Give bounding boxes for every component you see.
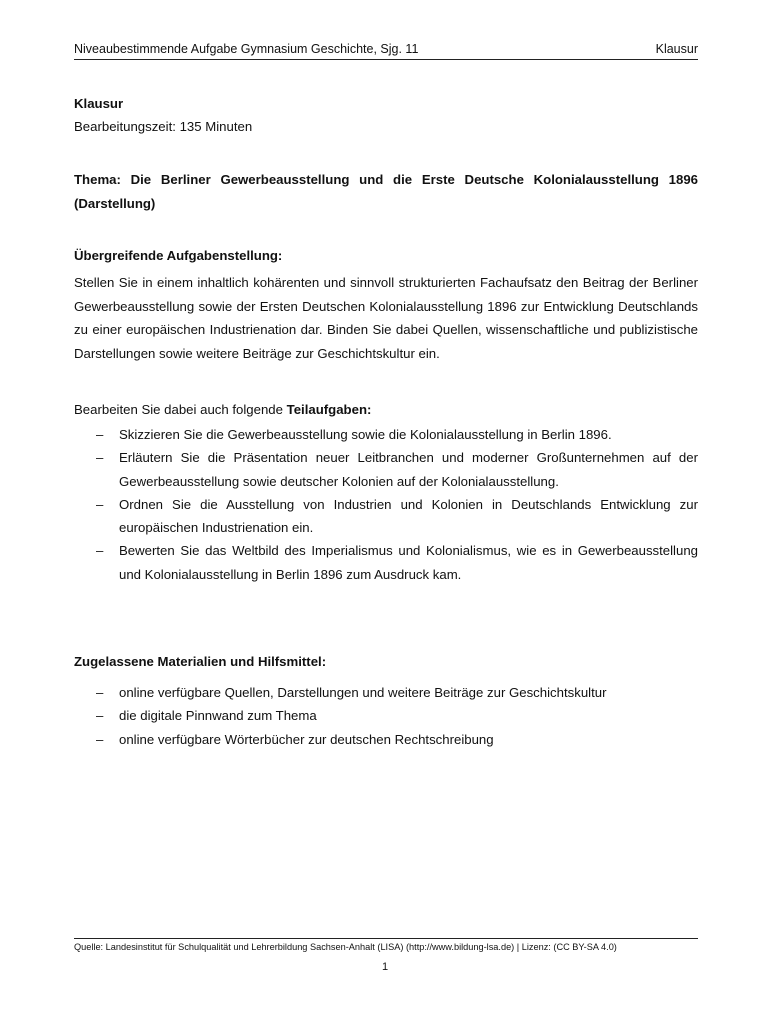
- subtasks-intro: [74, 402, 698, 417]
- dash-bullet: –: [96, 708, 104, 724]
- list-item-text: Bewerten Sie das Weltbild des Imperialismus und Kolonialismus, wie es in Gewerbeausstellung und Kolonialausstellung in Berlin 1896 zum Ausdruck kam.: [119, 543, 698, 582]
- dash-bullet: –: [96, 450, 104, 466]
- page-number: 1: [381, 961, 389, 973]
- overall-task-text: Stellen Sie in einem inhaltlich kohärenten und sinnvoll strukturierten Fachaufsatz den Beitrag der Berliner Gewerbeausstellung sowie der Ersten Deutschen Kolonialausstellung 1896 zur Entwicklung Deutschlands zu einer europäischen Industrienation dar. Binden Sie dabei Quellen, wissenschaftliche und publizistische Darstellungen sowie weitere Beiträge zur Geschichtskultur ein.: [74, 275, 698, 361]
- dash-bullet: –: [96, 427, 104, 442]
- topic-heading: Thema: Die Berliner Gewerbeausstellung und die Erste Deutsche Kolonialausstellung 1896 (Darstellung): [74, 172, 698, 211]
- header-right-text: Klausur: [655, 42, 698, 56]
- list-item: [74, 728, 698, 751]
- materials-heading: Zugelassene Materialien und Hilfsmittel:: [74, 654, 327, 670]
- list-item: [74, 446, 698, 493]
- list-item: [74, 423, 698, 446]
- document-title: Klausur: [74, 96, 124, 111]
- document-body: [74, 96, 698, 751]
- list-item-text: Skizzieren Sie die Gewerbeausstellung sowie die Kolonialausstellung in Berlin 1896.: [119, 427, 612, 442]
- list-item-text: Ordnen Sie die Ausstellung von Industrien und Kolonien in Deutschlands Entwicklung zur europäischen Industrienation ein.: [119, 496, 698, 536]
- list-item-text: online verfügbare Quellen, Darstellungen und weitere Beiträge zur Geschichtskultur: [119, 685, 607, 701]
- subtasks-intro-text: Bearbeiten Sie dabei auch folgende: [74, 402, 283, 417]
- dash-bullet: –: [96, 685, 104, 701]
- list-item: [74, 493, 698, 540]
- dash-bullet: –: [96, 496, 104, 512]
- subtasks-intro-bold: Teilaufgaben:: [286, 402, 372, 417]
- processing-time: Bearbeitungszeit: 135 Minuten: [74, 119, 253, 134]
- footer-source-text: Quelle: Landesinstitut für Schulqualität und Lehrerbildung Sachsen-Anhalt (LISA) (http://www.bildung-lsa.de) | Lizenz: (CC BY-SA 4.0): [74, 942, 617, 952]
- subtasks-list: [74, 423, 698, 586]
- dash-bullet: –: [96, 731, 104, 747]
- dash-bullet: –: [96, 543, 104, 559]
- materials-list: [74, 681, 698, 751]
- page-header: [74, 42, 698, 60]
- list-item-text: online verfügbare Wörterbücher zur deutschen Rechtschreibung: [119, 731, 494, 747]
- overall-task-heading: Übergreifende Aufgabenstellung:: [74, 248, 283, 263]
- list-item: [74, 704, 698, 727]
- list-item: [74, 539, 698, 586]
- list-item-text: die digitale Pinnwand zum Thema: [119, 708, 317, 724]
- page-footer: [74, 938, 698, 952]
- list-item: [74, 681, 698, 704]
- header-left-text: Niveaubestimmende Aufgabe Gymnasium Geschichte, Sjg. 11: [74, 42, 419, 56]
- list-item-text: Erläutern Sie die Präsentation neuer Leitbranchen und moderner Großunternehmen auf der Gewerbeausstellung sowie deutscher Kolonien auf der Kolonialausstellung.: [119, 450, 698, 489]
